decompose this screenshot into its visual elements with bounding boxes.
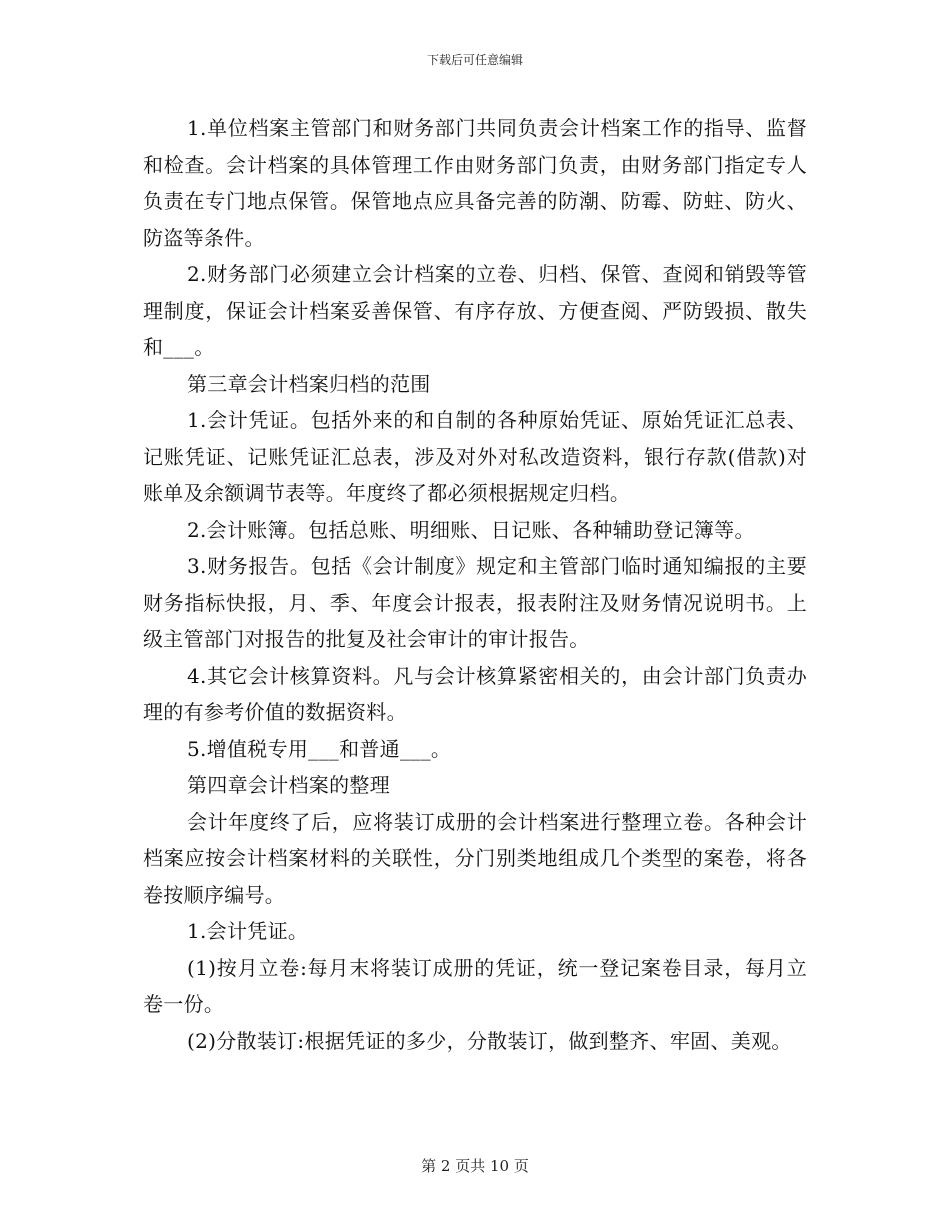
page-header: 下载后可任意编辑 [426, 53, 523, 67]
paragraph-vat-invoices: 5.增值税专用___和普通___。 [187, 736, 452, 761]
chapter-4-heading: 第四章会计档案的整理 [187, 773, 390, 797]
paragraph-financial-reports: 3.财务报告。包括《会计制度》规定和主管部门临时通知编报的主要财务指标快报，月、季、年度会计报表，报表附注及财务情况说明书。上级主管部门对报告的批复及社会审计的审计报告。 [143, 554, 807, 651]
paragraph-vouchers-title: 1.会计凭证。 [187, 919, 309, 943]
chapter-3-heading: 第三章会计档案归档的范围 [187, 371, 431, 396]
paragraph-separate-binding: (2)分散装订:根据凭证的多少，分散装订，做到整齐、牢固、美观。 [187, 1028, 792, 1053]
paragraph-ledgers: 2.会计账簿。包括总账、明细账、日记账、各种辅助登记簿等。 [187, 517, 755, 542]
paragraph-management-system: 2.财务部门必须建立会计档案的立卷、归档、保管、查阅和销毁等管理制度，保证会计档案妥善保管、有序存放、方便查阅、严防毁损、散失和___。 [143, 262, 807, 359]
page-footer: 第 2 页共 10 页 [421, 1157, 529, 1175]
document-body [143, 110, 807, 1059]
paragraph-year-end-filing: 会计年度终了后，应将装订成册的会计档案进行整理立卷。各种会计档案应按会计档案材料的关联性，分门别类地组成几个类型的案卷，将各卷按顺序编号。 [143, 809, 807, 907]
paragraph-archive-responsibility: 1.单位档案主管部门和财务部门共同负责会计档案工作的指导、监督和检查。会计档案的具体管理工作由财务部门负责，由财务部门指定专人负责在专门地点保管。保管地点应具备完善的防潮、防霉、防蛀、防火、防盗等条件。 [143, 116, 807, 250]
paragraph-vouchers: 1.会计凭证。包括外来的和自制的各种原始凭证、原始凭证汇总表、记账凭证、记账凭证汇总表，涉及对外对私改造资料，银行存款(借款)对账单及余额调节表等。年度终了都必须根据规定归档。 [143, 408, 807, 505]
paragraph-other-materials: 4.其它会计核算资料。凡与会计核算紧密相关的，由会计部门负责办理的有参考价值的数据资料。 [143, 663, 807, 724]
paragraph-monthly-filing: (1)按月立卷:每月末将装订成册的凭证，统一登记案卷目录，每月立卷一份。 [143, 955, 807, 1016]
